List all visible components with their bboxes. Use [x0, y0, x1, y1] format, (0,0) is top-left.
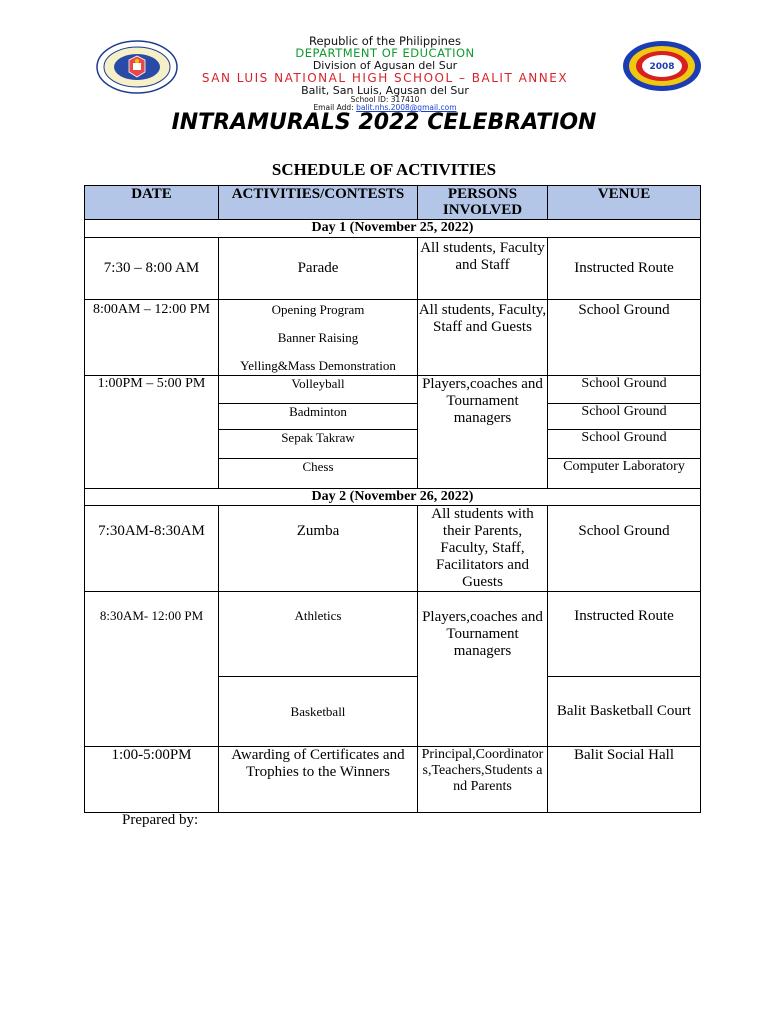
- activity-cell: Parade: [219, 238, 418, 300]
- time-cell: 7:30 – 8:00 AM: [85, 238, 219, 300]
- page-title: INTRAMURALS 2022 CELEBRATION: [171, 110, 597, 135]
- email-label: Email Add:: [313, 103, 354, 112]
- activity-cell: Zumba: [219, 506, 418, 592]
- time-cell: 1:00-5:00PM: [85, 747, 219, 813]
- persons-cell: Players,coaches and Tournament managers: [418, 592, 548, 747]
- department-line: DEPARTMENT OF EDUCATION: [295, 46, 475, 60]
- venue-cell: School Ground: [548, 404, 701, 430]
- header-venue: VENUE: [548, 186, 701, 220]
- table-row: [85, 376, 701, 404]
- letterhead-text: [170, 36, 600, 112]
- schedule-table: [84, 185, 701, 813]
- address-line: Balit, San Luis, Agusan del Sur: [301, 84, 469, 97]
- activity-item: Yelling&Mass Demonstration: [240, 358, 396, 373]
- persons-cell: All students, Faculty and Staff: [418, 238, 548, 300]
- division-line: Division of Agusan del Sur: [312, 59, 458, 72]
- activity-cell: [219, 300, 418, 376]
- school-seal-year: 2008: [649, 62, 675, 72]
- persons-cell: Principal,Coordinators,Teachers,Students and Parents: [418, 747, 548, 813]
- activity-cell: Volleyball: [219, 376, 418, 404]
- venue-cell: Instructed Route: [548, 238, 701, 300]
- activity-cell: Chess: [219, 459, 418, 489]
- table-row: [85, 300, 701, 376]
- venue-cell: School Ground: [548, 376, 701, 404]
- activity-cell: Awarding of Certificates and Trophies to the Winners: [219, 747, 418, 813]
- day2-row: [85, 489, 701, 506]
- time-cell: 1:00PM – 5:00 PM: [85, 376, 219, 489]
- venue-cell: Balit Social Hall: [548, 747, 701, 813]
- table-row: [85, 747, 701, 813]
- activity-item: Opening Program: [271, 302, 365, 317]
- header-persons: PERSONS INVOLVED: [418, 186, 548, 220]
- venue-cell: School Ground: [548, 430, 701, 459]
- prepared-by-label: Prepared by:: [122, 812, 199, 828]
- venue-cell: School Ground: [548, 506, 701, 592]
- page-subtitle: SCHEDULE OF ACTIVITIES: [271, 160, 497, 179]
- activity-cell: Badminton: [219, 404, 418, 430]
- school-seal-icon: [622, 40, 702, 92]
- persons-cell: Players,coaches and Tournament managers: [418, 376, 548, 489]
- header-date: DATE: [85, 186, 219, 220]
- day1-label: Day 1 (November 25, 2022): [85, 220, 701, 238]
- table-header-row: [85, 186, 701, 220]
- activity-cell: Sepak Takraw: [219, 430, 418, 459]
- venue-cell: School Ground: [548, 300, 701, 376]
- time-cell: 7:30AM-8:30AM: [85, 506, 219, 592]
- deped-seal-icon: [96, 40, 178, 94]
- activity-cell: Athletics: [219, 592, 418, 677]
- republic-line: Republic of the Philippines: [308, 34, 462, 48]
- venue-cell: Balit Basketball Court: [548, 677, 701, 747]
- school-name-line: SAN LUIS NATIONAL HIGH SCHOOL – BALIT ANNEX: [201, 71, 569, 85]
- activity-item: Banner Raising: [277, 330, 359, 345]
- time-cell: 8:30AM- 12:00 PM: [85, 592, 219, 747]
- table-row: [85, 238, 701, 300]
- venue-cell: Computer Laboratory: [548, 459, 701, 489]
- letterhead: [0, 34, 768, 112]
- venue-cell: Instructed Route: [548, 592, 701, 677]
- activity-cell: Basketball: [219, 677, 418, 747]
- school-id-line: School ID: 317410: [350, 95, 420, 104]
- email-link[interactable]: balit.nhs.2008@gmail.com: [356, 103, 457, 112]
- day1-row: [85, 220, 701, 238]
- persons-cell: All students, Faculty, Staff and Guests: [418, 300, 548, 376]
- persons-cell: All students with their Parents, Faculty, Staff, Facilitators and Guests: [418, 506, 548, 592]
- day2-label: Day 2 (November 26, 2022): [85, 489, 701, 506]
- time-cell: 8:00AM – 12:00 PM: [85, 300, 219, 376]
- table-row: [85, 592, 701, 677]
- table-row: [85, 506, 701, 592]
- header-activities: ACTIVITIES/CONTESTS: [219, 186, 418, 220]
